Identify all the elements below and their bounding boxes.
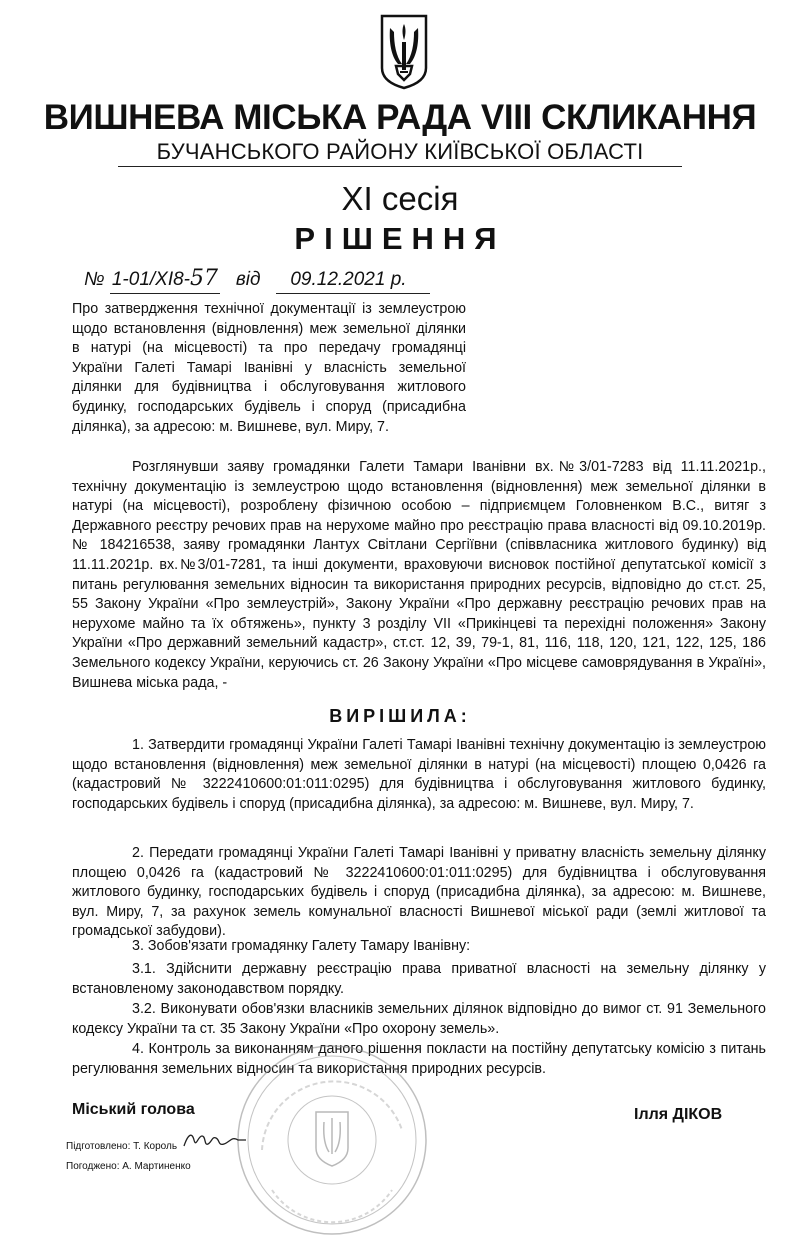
mayor-label: Міський голова — [72, 1101, 195, 1118]
decision-number-line — [84, 266, 430, 294]
item-4: 4. Контроль за виконанням даного рішення покласти на постійну депутатську комісію з питань регулювання земельних відносин та використання природних ресурсів. — [72, 1041, 766, 1077]
council-title: ВИШНЕВА МІСЬКА РАДА VIII СКЛИКАННЯ — [43, 98, 757, 137]
decision-topic: Про затвердження технічної документації із землеустрою щодо встановлення (відновлення) меж земельної ділянки в натурі (на місцевості) та про передачу громадянці України Галеті Тамарі Іванівні у власність земельної ділянки для будівництва і обслуговування житлового будинку, господарських будівель і споруд (присадибна ділянка), за адресою: м. Вишневе, вул. Миру, 7. — [72, 301, 466, 435]
handwritten-initials-signature — [180, 1122, 250, 1156]
mayor-name: Ілля ДІКОВ — [634, 1106, 723, 1123]
item-2: 2. Передати громадянці України Галеті Тамарі Іванівні у приватну власність земельну ділянку площею 0,0426 га (кадастровий № 3222410600:01:011:0295) для будівництва і обслуговування житлового будинку, господарських будівель і споруд (присадибна ділянка), за адресою: м. Вишневе, вул. Миру, 7, за рахунок земель комунальної власності Вишневої міської ради (землі житлової та громадської забудови). — [72, 845, 766, 940]
prepared-by: Підготовлено: Т. Король — [66, 1141, 178, 1152]
document-type: РІШЕННЯ — [294, 221, 506, 256]
item-1: 1. Затвердити громадянці України Галеті Тамарі Іванівні технічну документацію із землеустрою щодо встановлення (відновлення) меж земельної ділянки в натурі (на місцевості) площею 0,0426 га (кадастровий № 3222410600:01:011:0295) для будівництва і обслуговування житлового будинку, господарських будівель і споруд (присадибна ділянка), за адресою: м. Вишневе, вул. Миру, 7. — [72, 737, 766, 812]
official-seal-stamp — [232, 1040, 432, 1240]
item-3: 3. Зобов'язати громадянку Галету Тамару Іванівну: — [132, 938, 471, 954]
date-prefix: від — [235, 269, 261, 290]
item-3-2: 3.2. Виконувати обов'язки власників земельних ділянок відповідно до вимог ст. 91 Земельного кодексу України та ст. 35 Закону України «Про охорону земель». — [72, 1001, 766, 1037]
decision-number-typed: 1-01/XI8- — [111, 269, 191, 290]
preamble-paragraph: Розглянувши заяву громадянки Галети Тамари Іванівни вх.№3/01-7283 від 11.11.2021р., технічну документацію із землеустрою щодо встановлення (відновлення) меж земельної ділянки в натурі (на місцевості), розроблену фізичною особою – підприємцем Головненком В.С., витяг з Державного реєстру речових прав на нерухоме майно про реєстрацію права власності від 09.10.2019р. № 184216538, заяву громадянки Лантух Світлани Сергіївни (співвласника житлового будинку) від 11.11.2021р. вх.№3/01-7281, та інші документи, враховуючи висновок постійної депутатської комісії з питань регулювання земельних відносин та використання природних ресурсів, відповідно до ст.ст. 25, 55 Закону України «Про землеустрій», Закону України «Про державну реєстрацію речових прав на нерухоме майно та їх обтяжень», пункту 3 розділу VII «Прикінцеві та перехідні положення» Закону України «Про державний земельний кадастр», ст.ст. 12, 39, 79-1, 81, 116, 118, 120, 121, 122, 125, 186 Земельного кодексу України, керуючись ст. 26 Закону України «Про місцеве самоврядування в Україні», Вишнева міська рада, - — [72, 459, 766, 691]
decision-number-handwritten: 57 — [190, 266, 219, 291]
header-divider — [118, 166, 682, 167]
item-3-1: 3.1. Здійснити державну реєстрацію права приватної власності на земельну ділянку у встановленому законодавством порядку. — [72, 961, 766, 997]
decision-date: 09.12.2021 р. — [276, 267, 430, 294]
resolved-heading: ВИРІШИЛА: — [329, 706, 471, 726]
number-prefix: № — [84, 269, 105, 290]
session-title: ХІ сесія — [341, 180, 459, 217]
district-title: БУЧАНСЬКОГО РАЙОНУ КИЇВСЬКОЇ ОБЛАСТІ — [156, 139, 644, 164]
trident-emblem-icon — [378, 12, 430, 90]
agreed-by: Погоджено: А. Мартиненко — [66, 1161, 191, 1172]
decision-number — [110, 266, 220, 294]
